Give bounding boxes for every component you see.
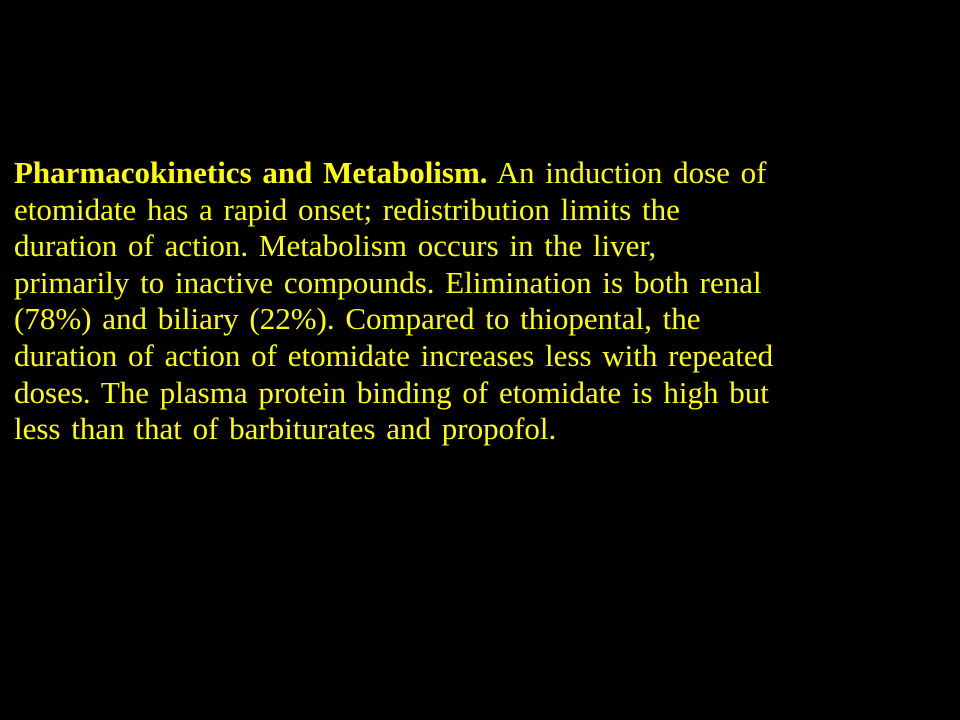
text-line-3: duration of action. Metabolism occurs in the liver, [14,228,657,264]
text-line-7: doses. The plasma protein binding of etomidate is high but [14,374,769,410]
text-line-1 [14,155,914,192]
slide-body-text [14,155,914,448]
slide-heading: Pharmacokinetics and Metabolism. [14,155,488,190]
text-line-2: etomidate has a rapid onset; redistribution limits the [14,191,680,227]
text-line-6: duration of action of etomidate increases less with repeated [14,337,774,373]
text-line-5: (78%) and biliary (22%). Compared to thiopental, the [14,301,701,337]
text-line-1-rest: An induction dose of [487,155,767,190]
text-line-4: primarily to inactive compounds. Elimination is both renal [14,264,762,300]
text-line-8: less than that of barbiturates and propofol. [14,411,557,447]
